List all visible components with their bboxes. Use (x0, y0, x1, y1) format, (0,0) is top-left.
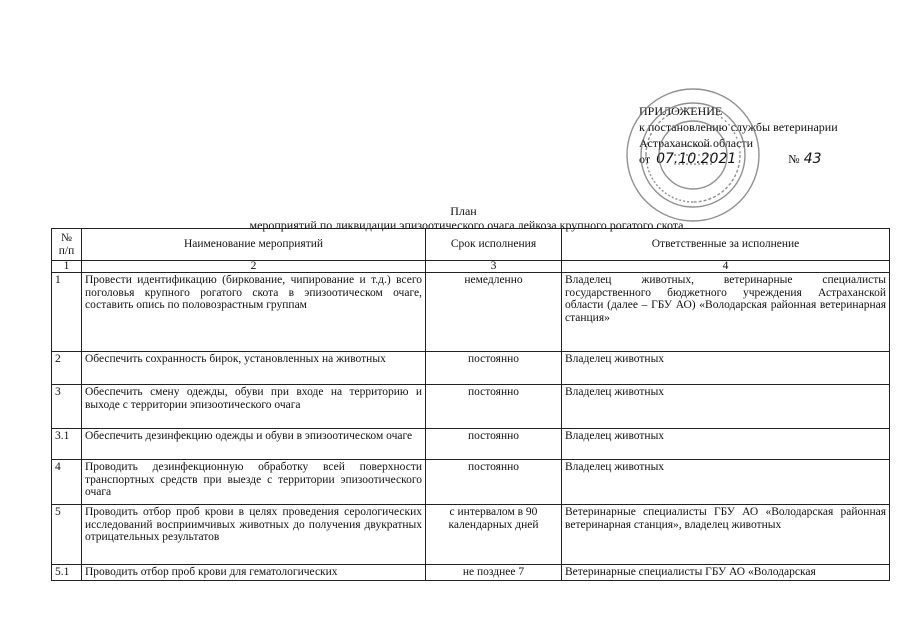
handwritten-number: 43 (803, 151, 822, 167)
header-responsible: Ответственные за исполнение (562, 229, 890, 261)
row-term: с интервалом в 90 календарных дней (426, 505, 562, 565)
table-row (52, 352, 890, 385)
row-term: постоянно (426, 352, 562, 385)
row-responsible: Владелец животных (562, 429, 890, 460)
plan-title: План (450, 204, 477, 218)
column-index: 2 (82, 261, 426, 273)
row-measure: Проводить отбор проб крови для гематологических (82, 565, 426, 581)
row-measure: Обеспечить смену одежды, обуви при входе на территорию и выходе с территории эпизоотического очага (82, 385, 426, 429)
table-row (52, 565, 890, 581)
row-number: 5.1 (52, 565, 82, 581)
row-term: постоянно (426, 429, 562, 460)
measures-table (51, 228, 890, 581)
table-row (52, 460, 890, 505)
column-index: 4 (562, 261, 890, 273)
row-measure: Проводить дезинфекционную обработку всей поверхности транспортных средств при выезде с территории эпизоотического очага (82, 460, 426, 505)
row-number: 3.1 (52, 429, 82, 460)
handwritten-date: 07.10.2021 (656, 151, 737, 167)
table-row (52, 429, 890, 460)
row-measure: Обеспечить дезинфекцию одежды и обуви в эпизоотическом очаге (82, 429, 426, 460)
appendix-region: Астраханской области (639, 136, 754, 150)
header-number: № п/п (52, 229, 82, 261)
row-measure: Обеспечить сохранность бирок, установленных на животных (82, 352, 426, 385)
table-row (52, 385, 890, 429)
row-responsible: Ветеринарные специалисты ГБУ АО «Володарская (562, 565, 890, 581)
row-term: постоянно (426, 385, 562, 429)
row-term: не позднее 7 (426, 565, 562, 581)
row-measure: Проводить отбор проб крови в целях проведения серологических исследований восприимчивых животных до получения двукратных отрицательных результатов (82, 505, 426, 565)
table-row (52, 505, 890, 565)
row-number: 5 (52, 505, 82, 565)
row-measure: Провести идентификацию (биркование, чипирование и т.д.) всего поголовья крупного рогатого скота в эпизоотическом очаге, составить опись по половозрастным группам (82, 273, 426, 352)
column-index-row (52, 261, 890, 273)
row-term: немедленно (426, 273, 562, 352)
date-prefix: от (639, 152, 651, 166)
row-responsible: Ветеринарные специалисты ГБУ АО «Володарская районная ветеринарная станция», владелец животных (562, 505, 890, 565)
table-row (52, 273, 890, 352)
row-responsible: Владелец животных, ветеринарные специалисты государственного бюджетного учреждения Астраханской области (далее – ГБУ АО) «Володарская районная ветеринарная станция» (562, 273, 890, 352)
plan-subtitle: мероприятий по ликвидации эпизоотического очага лейкоза крупного рогатого скота (249, 218, 684, 232)
number-prefix: № (788, 152, 800, 166)
official-seal (624, 86, 762, 224)
row-number: 1 (52, 273, 82, 352)
table-header-row (52, 229, 890, 261)
row-number: 3 (52, 385, 82, 429)
appendix-title: ПРИЛОЖЕНИЕ (639, 104, 723, 118)
row-responsible: Владелец животных (562, 385, 890, 429)
header-name: Наименование мероприятий (82, 229, 426, 261)
column-index: 3 (426, 261, 562, 273)
row-number: 2 (52, 352, 82, 385)
row-responsible: Владелец животных (562, 460, 890, 505)
column-index: 1 (52, 261, 82, 273)
header-term: Срок исполнения (426, 229, 562, 261)
row-term: постоянно (426, 460, 562, 505)
row-number: 4 (52, 460, 82, 505)
row-responsible: Владелец животных (562, 352, 890, 385)
appendix-subtitle: к постановлению службы ветеринарии (639, 120, 838, 134)
